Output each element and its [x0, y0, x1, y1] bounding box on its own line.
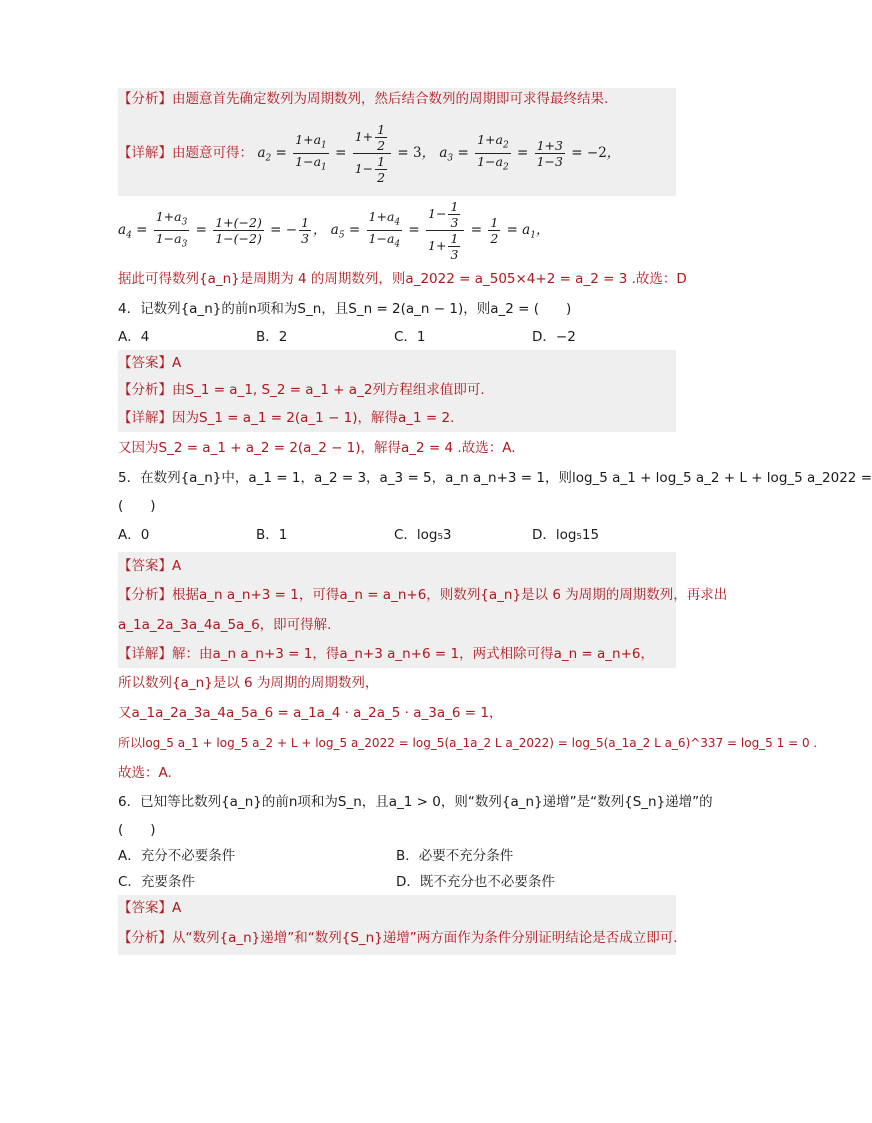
- option-d[interactable]: D．−2: [532, 329, 576, 345]
- analysis-text: 从“数列{a_n}递增”和“数列{S_n}递增”两方面作为条件分别证明结论是否成立即可.: [172, 930, 678, 946]
- option-b[interactable]: B．必要不充分条件: [396, 848, 514, 864]
- answer-value: A: [172, 355, 182, 371]
- question-stem: 5．在数列{a_n}中，a_1 = 1，a_2 = 3，a_3 = 5，a_n a_n+3 = 1，则log_5 a_1 + log_5 a_2 + L + log_5 a_2022 =: [118, 470, 872, 486]
- q6-analysis: [118, 921, 676, 955]
- analysis-text-2: a_1a_2a_3a_4a_5a_6，即可得解.: [118, 617, 332, 633]
- q4-stem: [118, 294, 676, 324]
- question-paren: ( ): [118, 498, 156, 514]
- q6-stem: [118, 787, 713, 817]
- option-d[interactable]: D．log₅15: [532, 527, 600, 543]
- option-c[interactable]: C．充要条件: [118, 874, 195, 890]
- detail-line: 解：由a_n a_n+3 = 1，得a_n+3 a_n+6 = 1，两式相除可得a_n = a_n+6，: [172, 646, 655, 662]
- q3-detail: [118, 110, 676, 196]
- q6-answer: [118, 895, 676, 921]
- q5-detail-line: [118, 728, 818, 759]
- q5-detail-line: [118, 759, 676, 787]
- answer-value: A: [172, 558, 182, 574]
- option-a[interactable]: A．4: [118, 329, 150, 345]
- q4-analysis: [118, 376, 676, 404]
- q3-conclusion: [118, 264, 687, 294]
- answer-tag: 【答案】: [118, 900, 172, 916]
- option-b[interactable]: B．1: [256, 527, 288, 543]
- q5-detail: [118, 640, 676, 668]
- document-page: [118, 88, 872, 955]
- formula-a4-a5: $a_4$ = $\frac{1+a_3}{1-a_3}$ = $\frac{1+(-2)}{1-(-2)}$ = − $\frac{1}{3}$ ， $a_5$ = $\frac{1+a_4}{1-a_4}$ = 1− $\frac{1}{3}$ 1+ $\frac{1}{3}$ = $\frac{1}{2}$ = $a_1$，: [118, 199, 550, 262]
- question-paren: ( ): [118, 822, 156, 838]
- analysis-tag: 【分析】: [118, 587, 172, 603]
- detail-text-2: 又因为S_2 = a_1 + a_2 = 2(a_2 − 1)，解得a_2 = 4 .故选：A.: [118, 440, 516, 456]
- q5-answer: [118, 552, 676, 580]
- question-stem: 4．记数列{a_n}的前n项和为S_n，且S_n = 2(a_n − 1)，则a_2 = ( ): [118, 301, 572, 317]
- q4-detail-2: [118, 432, 676, 464]
- answer-value: A: [172, 900, 182, 916]
- option-a[interactable]: A．充分不必要条件: [118, 848, 236, 864]
- analysis-tag: 【分析】: [118, 91, 172, 107]
- detail-tag: 【详解】: [118, 410, 172, 426]
- detail-tag: 【详解】: [118, 145, 172, 161]
- q6-options-row2: [118, 869, 676, 895]
- q5-analysis: [118, 580, 728, 610]
- q3-analysis: [118, 88, 676, 110]
- analysis-text: 由题意首先确定数列为周期数列，然后结合数列的周期即可求得最终结果.: [172, 91, 609, 107]
- detail-line: 所以log_5 a_1 + log_5 a_2 + L + log_5 a_2022 = log_5(a_1a_2 L a_2022) = log_5(a_1a_2 L a_6)^337 = log_5 1 = 0 .: [118, 736, 818, 750]
- detail-line: 故选：A.: [118, 765, 172, 781]
- analysis-tag: 【分析】: [118, 930, 172, 946]
- analysis-text: 根据a_n a_n+3 = 1，可得a_n = a_n+6，则数列{a_n}是以 6 为周期的周期数列，再求出: [172, 587, 728, 603]
- analysis-tag: 【分析】: [118, 382, 172, 398]
- q4-options: [118, 324, 676, 350]
- q6-options-row1: [118, 843, 676, 869]
- option-d[interactable]: D．既不充分也不必要条件: [396, 874, 555, 890]
- option-c[interactable]: C．1: [394, 329, 426, 345]
- answer-tag: 【答案】: [118, 355, 172, 371]
- q3-detail-2: [118, 196, 676, 264]
- detail-text: 由题意可得：: [172, 145, 253, 161]
- detail-tag: 【详解】: [118, 646, 172, 662]
- answer-tag: 【答案】: [118, 558, 172, 574]
- q5-detail-line: [118, 668, 676, 698]
- q4-detail: [118, 404, 676, 432]
- detail-line: 又a_1a_2a_3a_4a_5a_6 = a_1a_4 · a_2a_5 · a_3a_6 = 1，: [118, 705, 503, 721]
- q5-stem-2: [118, 492, 676, 520]
- formula-a2: $a_2$ = $\frac{1+a_1}{1-a_1}$ = 1+ $\frac{1}{2}$ 1− $\frac{1}{2}$ = 3， $a_3$ = $\frac{1+a_2}{1-a_2}$ = $\frac{1+3}{1-3}$ = −2，: [257, 122, 621, 185]
- detail-text: 因为S_1 = a_1 = 2(a_1 − 1)，解得a_1 = 2.: [172, 410, 455, 426]
- question-stem: 6．已知等比数列{a_n}的前n项和为S_n，且a_1 > 0，则“数列{a_n}递增”是“数列{S_n}递增”的: [118, 794, 713, 810]
- q4-answer: [118, 350, 676, 376]
- option-c[interactable]: C．log₅3: [394, 527, 452, 543]
- q5-stem: [118, 464, 872, 492]
- conclusion-text: 据此可得数列{a_n}是周期为 4 的周期数列，则a_2022 = a_505×4+2 = a_2 = 3 .故选：D: [118, 271, 687, 287]
- q5-detail-line: [118, 698, 676, 728]
- q5-options: [118, 520, 676, 550]
- q6-stem-2: [118, 817, 676, 843]
- analysis-text: 由S_1 = a_1, S_2 = a_1 + a_2列方程组求值即可.: [172, 382, 485, 398]
- option-a[interactable]: A．0: [118, 527, 150, 543]
- q5-analysis-2: [118, 610, 676, 640]
- detail-line: 所以数列{a_n}是以 6 为周期的周期数列，: [118, 675, 379, 691]
- option-b[interactable]: B．2: [256, 329, 288, 345]
